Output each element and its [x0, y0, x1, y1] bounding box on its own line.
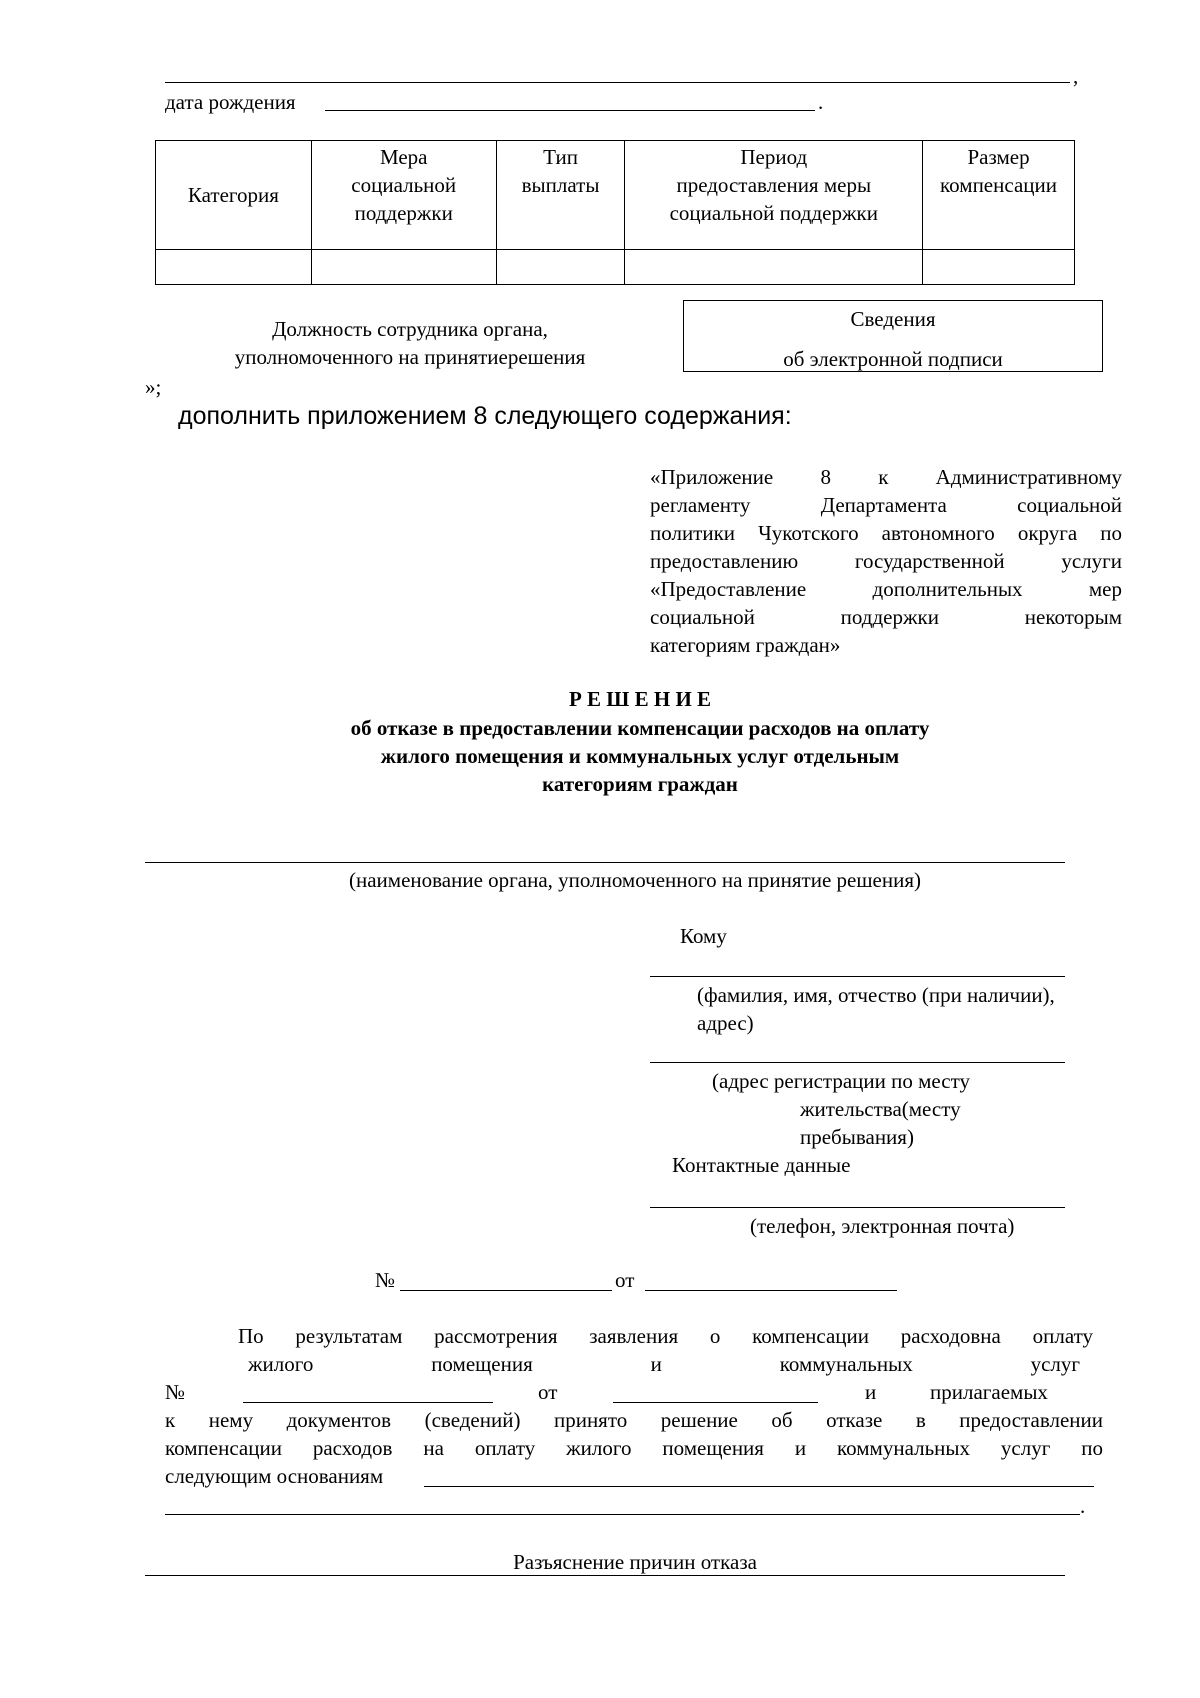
trailing-comma: , [1073, 64, 1079, 88]
recipient-name-field[interactable] [650, 976, 1065, 977]
header-period: Период предоставления меры социальной поддержки [625, 141, 923, 250]
application-number-label: № [165, 1380, 186, 1404]
grounds-end: . [1080, 1494, 1086, 1518]
appendix-line: социальной поддержки некоторым [650, 605, 1122, 629]
header-amount: Размер компенсации [923, 141, 1075, 250]
appendix-line: категориям граждан» [650, 633, 841, 657]
address-caption-line-3: пребывания) [800, 1125, 914, 1149]
grounds-field[interactable] [424, 1486, 1094, 1487]
decision-date-field[interactable] [645, 1290, 897, 1291]
appendix-line: политики Чукотского автономного округа по [650, 521, 1122, 545]
body-line-5: компенсации расходов на оплату жилого помещения и коммунальных услуг по [165, 1436, 1103, 1460]
application-date-field[interactable] [613, 1402, 818, 1403]
organ-name-field[interactable] [145, 862, 1065, 863]
decision-heading: Р Е Ш Е Н И Е [568, 687, 712, 711]
header-category: Категория [156, 141, 312, 250]
appendix-line: «Приложение 8 к Административному [650, 465, 1122, 489]
body-line-4: к нему документов (сведений) принято решение об отказе в предоставлении [165, 1408, 1103, 1432]
address-caption-line-2: жительства(месту [800, 1097, 961, 1121]
appendix-line: регламенту Департамента социальной [650, 493, 1122, 517]
decision-number-label: № [375, 1268, 396, 1292]
header-payment-type: Тип выплаты [496, 141, 625, 250]
table-cell[interactable] [923, 250, 1075, 285]
explanation-label: Разъяснение причин отказа [513, 1550, 757, 1574]
appendix-line: предоставлению государственной услуги [650, 549, 1122, 573]
table-cell[interactable] [625, 250, 923, 285]
appendix-header [650, 463, 1122, 659]
electronic-signature-box [683, 300, 1103, 372]
application-date-label: от [538, 1380, 558, 1404]
to-label: Кому [680, 924, 727, 948]
table-cell[interactable] [311, 250, 496, 285]
contacts-field[interactable] [650, 1207, 1065, 1208]
esign-line-1: Сведения [850, 307, 936, 331]
grounds-field-2[interactable] [165, 1514, 1080, 1515]
contacts-caption: (телефон, электронная почта) [750, 1214, 1015, 1238]
close-quote: »; [145, 375, 162, 399]
application-number-field[interactable] [243, 1402, 493, 1403]
explanation-field[interactable] [145, 1575, 1065, 1576]
contacts-label: Контактные данные [672, 1153, 851, 1177]
and-word: и [865, 1380, 877, 1404]
position-line-1: Должность сотрудника органа, [272, 317, 548, 341]
decision-title-line-3: категориям граждан [542, 772, 738, 796]
table-cell[interactable] [496, 250, 625, 285]
birth-date-label: дата рождения [165, 90, 296, 114]
appendix-line: «Предоставление дополнительных мер [650, 577, 1122, 601]
decision-date-label: от [615, 1268, 635, 1292]
address-caption-line-1: (адрес регистрации по месту [712, 1069, 970, 1093]
position-line-2: уполномоченного на принятиерешения [234, 345, 586, 369]
body-line-2: жилого помещения и коммунальных услуг [248, 1352, 1080, 1376]
table-header-row [156, 141, 1075, 250]
decision-title-line-2: жилого помещения и коммунальных услуг отдельным [380, 744, 900, 768]
body-lines-4-5 [165, 1406, 1103, 1462]
header-support-measure: Мера социальной поддержки [311, 141, 496, 250]
decision-title-line-1: об отказе в предоставлении компенсации расходов на оплату [350, 716, 930, 740]
table-row [156, 250, 1075, 285]
compensation-table [155, 140, 1075, 285]
fio-caption-line-1: (фамилия, имя, отчество (при наличии), [697, 983, 1055, 1007]
organ-caption: (наименование органа, уполномоченного на принятие решения) [349, 868, 921, 892]
grounds-label: следующим основаниям [165, 1464, 384, 1488]
amendment-text: дополнить приложением 8 следующего содержания: [178, 402, 792, 430]
body-line-1: По результатам рассмотрения заявления о компенсации расходовна оплату [238, 1324, 1093, 1348]
fio-caption-line-2: адрес) [697, 1011, 754, 1035]
birth-date-end: . [818, 90, 824, 114]
birth-date-field[interactable] [325, 110, 815, 111]
esign-line-2: об электронной подписи [783, 347, 1003, 371]
decision-number-field[interactable] [400, 1290, 612, 1291]
recipient-address-field[interactable] [650, 1062, 1065, 1063]
table-cell[interactable] [156, 250, 312, 285]
attached-word: прилагаемых [930, 1380, 1048, 1404]
fill-line [165, 82, 1070, 83]
